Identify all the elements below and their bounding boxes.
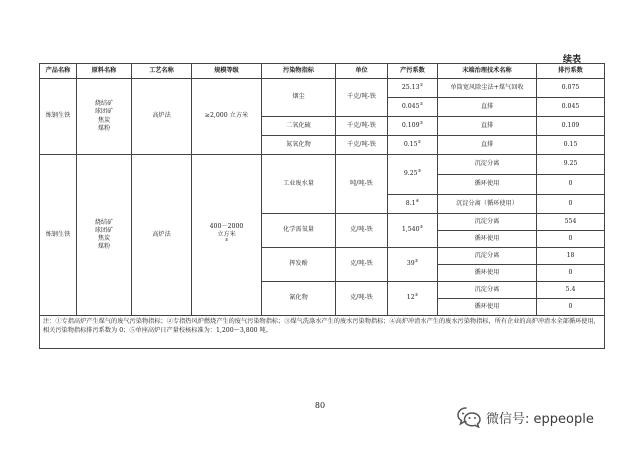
treatment-tech-cell: 沉淀分离 (438, 282, 537, 299)
treatment-tech-cell: 直排 (438, 98, 537, 117)
emission-coef-cell: 5.4 (537, 282, 605, 299)
generation-coef-cell (388, 282, 438, 316)
product-cell: 炼钢生铁 (40, 79, 77, 155)
scale-unit: 立方米 (217, 230, 236, 238)
material-item: 烧结矿 (94, 218, 114, 226)
header-generation-coef: 产污系数 (388, 64, 438, 79)
generation-coef-cell (388, 79, 438, 98)
coef-value: 8.1 (405, 199, 416, 207)
treatment-tech-cell: 沉淀分离 (438, 248, 537, 265)
scale-cell (192, 155, 262, 316)
emission-coef-cell: 9.25 (537, 155, 605, 175)
emission-coef-cell: 554 (537, 214, 605, 231)
table-note: 注：①专指高炉产生煤气的废气污染物指标；②专指热风炉燃烧产生的废气污染物指标；③煤气洗涤水产生的废水污染物指标；④高炉冲渣水产生的废水污染物指标，所有企业的高炉冲渣水全部循环使用，相关污染物指标排污系数为 0；⑤单座高炉日产量校核标准为：1,200～3,800 吨。 (40, 316, 605, 349)
material-item: 球团矿 (94, 226, 114, 234)
material-item: 焦炭 (97, 235, 111, 242)
materials-cell (77, 79, 132, 155)
pollutant-cell: 挥发酚 (262, 248, 336, 282)
generation-coef-cell (388, 248, 438, 282)
treatment-tech-cell: 沉淀分离 (438, 214, 537, 231)
treatment-tech-cell: 单筒宽风除尘法+煤气回收 (438, 79, 537, 98)
wechat-watermark (457, 405, 594, 429)
process-cell: 高炉法 (132, 155, 192, 316)
emission-coef-cell: 0.045 (537, 98, 605, 117)
material-item: 煤粉 (97, 243, 111, 251)
header-treatment-tech: 末端治理技术名称 (438, 64, 537, 79)
material-item: 煤粉 (97, 124, 111, 132)
watermark-text: 微信号: eppeople (486, 411, 594, 427)
emission-coef-cell: 18 (537, 248, 605, 265)
footnote-mark: ④ (415, 197, 420, 203)
header-row (40, 64, 605, 79)
header-material: 原料名称 (77, 64, 132, 79)
emission-coef-cell: 0 (537, 175, 605, 195)
footnote-mark: ③ (414, 258, 419, 264)
footnote-mark: ③ (419, 224, 424, 230)
treatment-tech-cell: 循环使用 (438, 231, 537, 248)
pollutant-cell: 烟尘 (262, 79, 336, 117)
header-scale: 规模等级 (192, 64, 262, 79)
material-item: 焦炭 (97, 116, 111, 124)
pollutant-cell: 工业废水量 (262, 155, 336, 214)
footnote-mark: ③ (417, 168, 422, 174)
emission-coef-cell: 0.15 (537, 136, 605, 155)
unit-cell: 吨/吨-铁 (336, 155, 388, 214)
generation-coef-cell (388, 117, 438, 136)
scale-unit-wrap (194, 231, 259, 247)
unit-cell: 千克/吨-铁 (336, 79, 388, 117)
treatment-tech-cell: 循环使用 (438, 175, 537, 195)
emission-coef-cell: 0.075 (537, 79, 605, 98)
footnote-mark: ② (417, 138, 422, 144)
wechat-logo-icon (457, 406, 481, 428)
scale-range: 400－2000 (209, 222, 244, 230)
coef-value: 0.109 (401, 121, 420, 129)
footnote-mark: ② (419, 100, 424, 106)
pollutant-cell: 化学需氧量 (262, 214, 336, 248)
emission-coef-cell: 0 (537, 299, 605, 316)
coef-value: 12 (406, 294, 415, 302)
scale-cell: ≥2,000 立方米 (192, 79, 262, 155)
footnote-mark: ③ (414, 292, 419, 298)
unit-cell: 克/吨-铁 (336, 248, 388, 282)
treatment-tech-cell: 沉淀分离（循环使用） (438, 195, 537, 214)
unit-cell: 千克/吨-铁 (336, 136, 388, 155)
coef-value: 1,540 (401, 226, 420, 234)
generation-coef-cell (388, 98, 438, 117)
treatment-tech-cell: 沉淀分离 (438, 155, 537, 175)
treatment-tech-cell: 直排 (438, 117, 537, 136)
continued-label: 续表 (563, 55, 582, 65)
unit-cell: 千克/吨-铁 (336, 117, 388, 136)
generation-coef-cell (388, 195, 438, 214)
table-row (40, 79, 605, 98)
emission-coef-cell: 0 (537, 231, 605, 248)
emission-coef-cell: 0.109 (537, 117, 605, 136)
emission-coef-cell: 0 (537, 195, 605, 214)
coef-value: 0.045 (401, 102, 420, 110)
coef-value: 25.13 (401, 83, 420, 91)
header-product: 产品名称 (40, 64, 77, 79)
unit-cell: 克/吨-铁 (336, 282, 388, 316)
header-process: 工艺名称 (132, 64, 192, 79)
table-row (40, 155, 605, 175)
generation-coef-cell (388, 155, 438, 195)
header-emission-coef: 排污系数 (537, 64, 605, 79)
note-row (40, 316, 605, 349)
unit-cell: 克/吨-铁 (336, 214, 388, 248)
treatment-tech-cell: 循环使用 (438, 265, 537, 282)
header-unit: 单位 (336, 64, 388, 79)
pollutant-cell: 氰化物 (262, 282, 336, 316)
page-number: 80 (314, 401, 326, 410)
generation-coef-cell (388, 214, 438, 248)
materials-cell (77, 155, 132, 316)
pollutant-cell: 氮氧化物 (262, 136, 336, 155)
coef-value: 0.15 (403, 140, 418, 148)
pollutant-cell: 二氧化硫 (262, 117, 336, 136)
footnote-mark: ① (419, 81, 424, 87)
product-cell: 炼钢生铁 (40, 155, 77, 316)
material-item: 烧结矿 (94, 100, 114, 108)
emission-coefficient-table (39, 63, 605, 349)
coef-value: 39 (406, 260, 415, 268)
emission-coef-cell: 0 (537, 265, 605, 282)
generation-coef-cell (388, 136, 438, 155)
footnote-mark: ② (419, 119, 424, 125)
process-cell: 高炉法 (132, 79, 192, 155)
treatment-tech-cell: 循环使用 (438, 299, 537, 316)
material-item: 球团矿 (94, 108, 114, 116)
header-pollutant: 污染物指标 (262, 64, 336, 79)
coef-value: 9.25 (403, 170, 418, 178)
footnote-mark: ⑤ (224, 236, 229, 242)
treatment-tech-cell: 直排 (438, 136, 537, 155)
